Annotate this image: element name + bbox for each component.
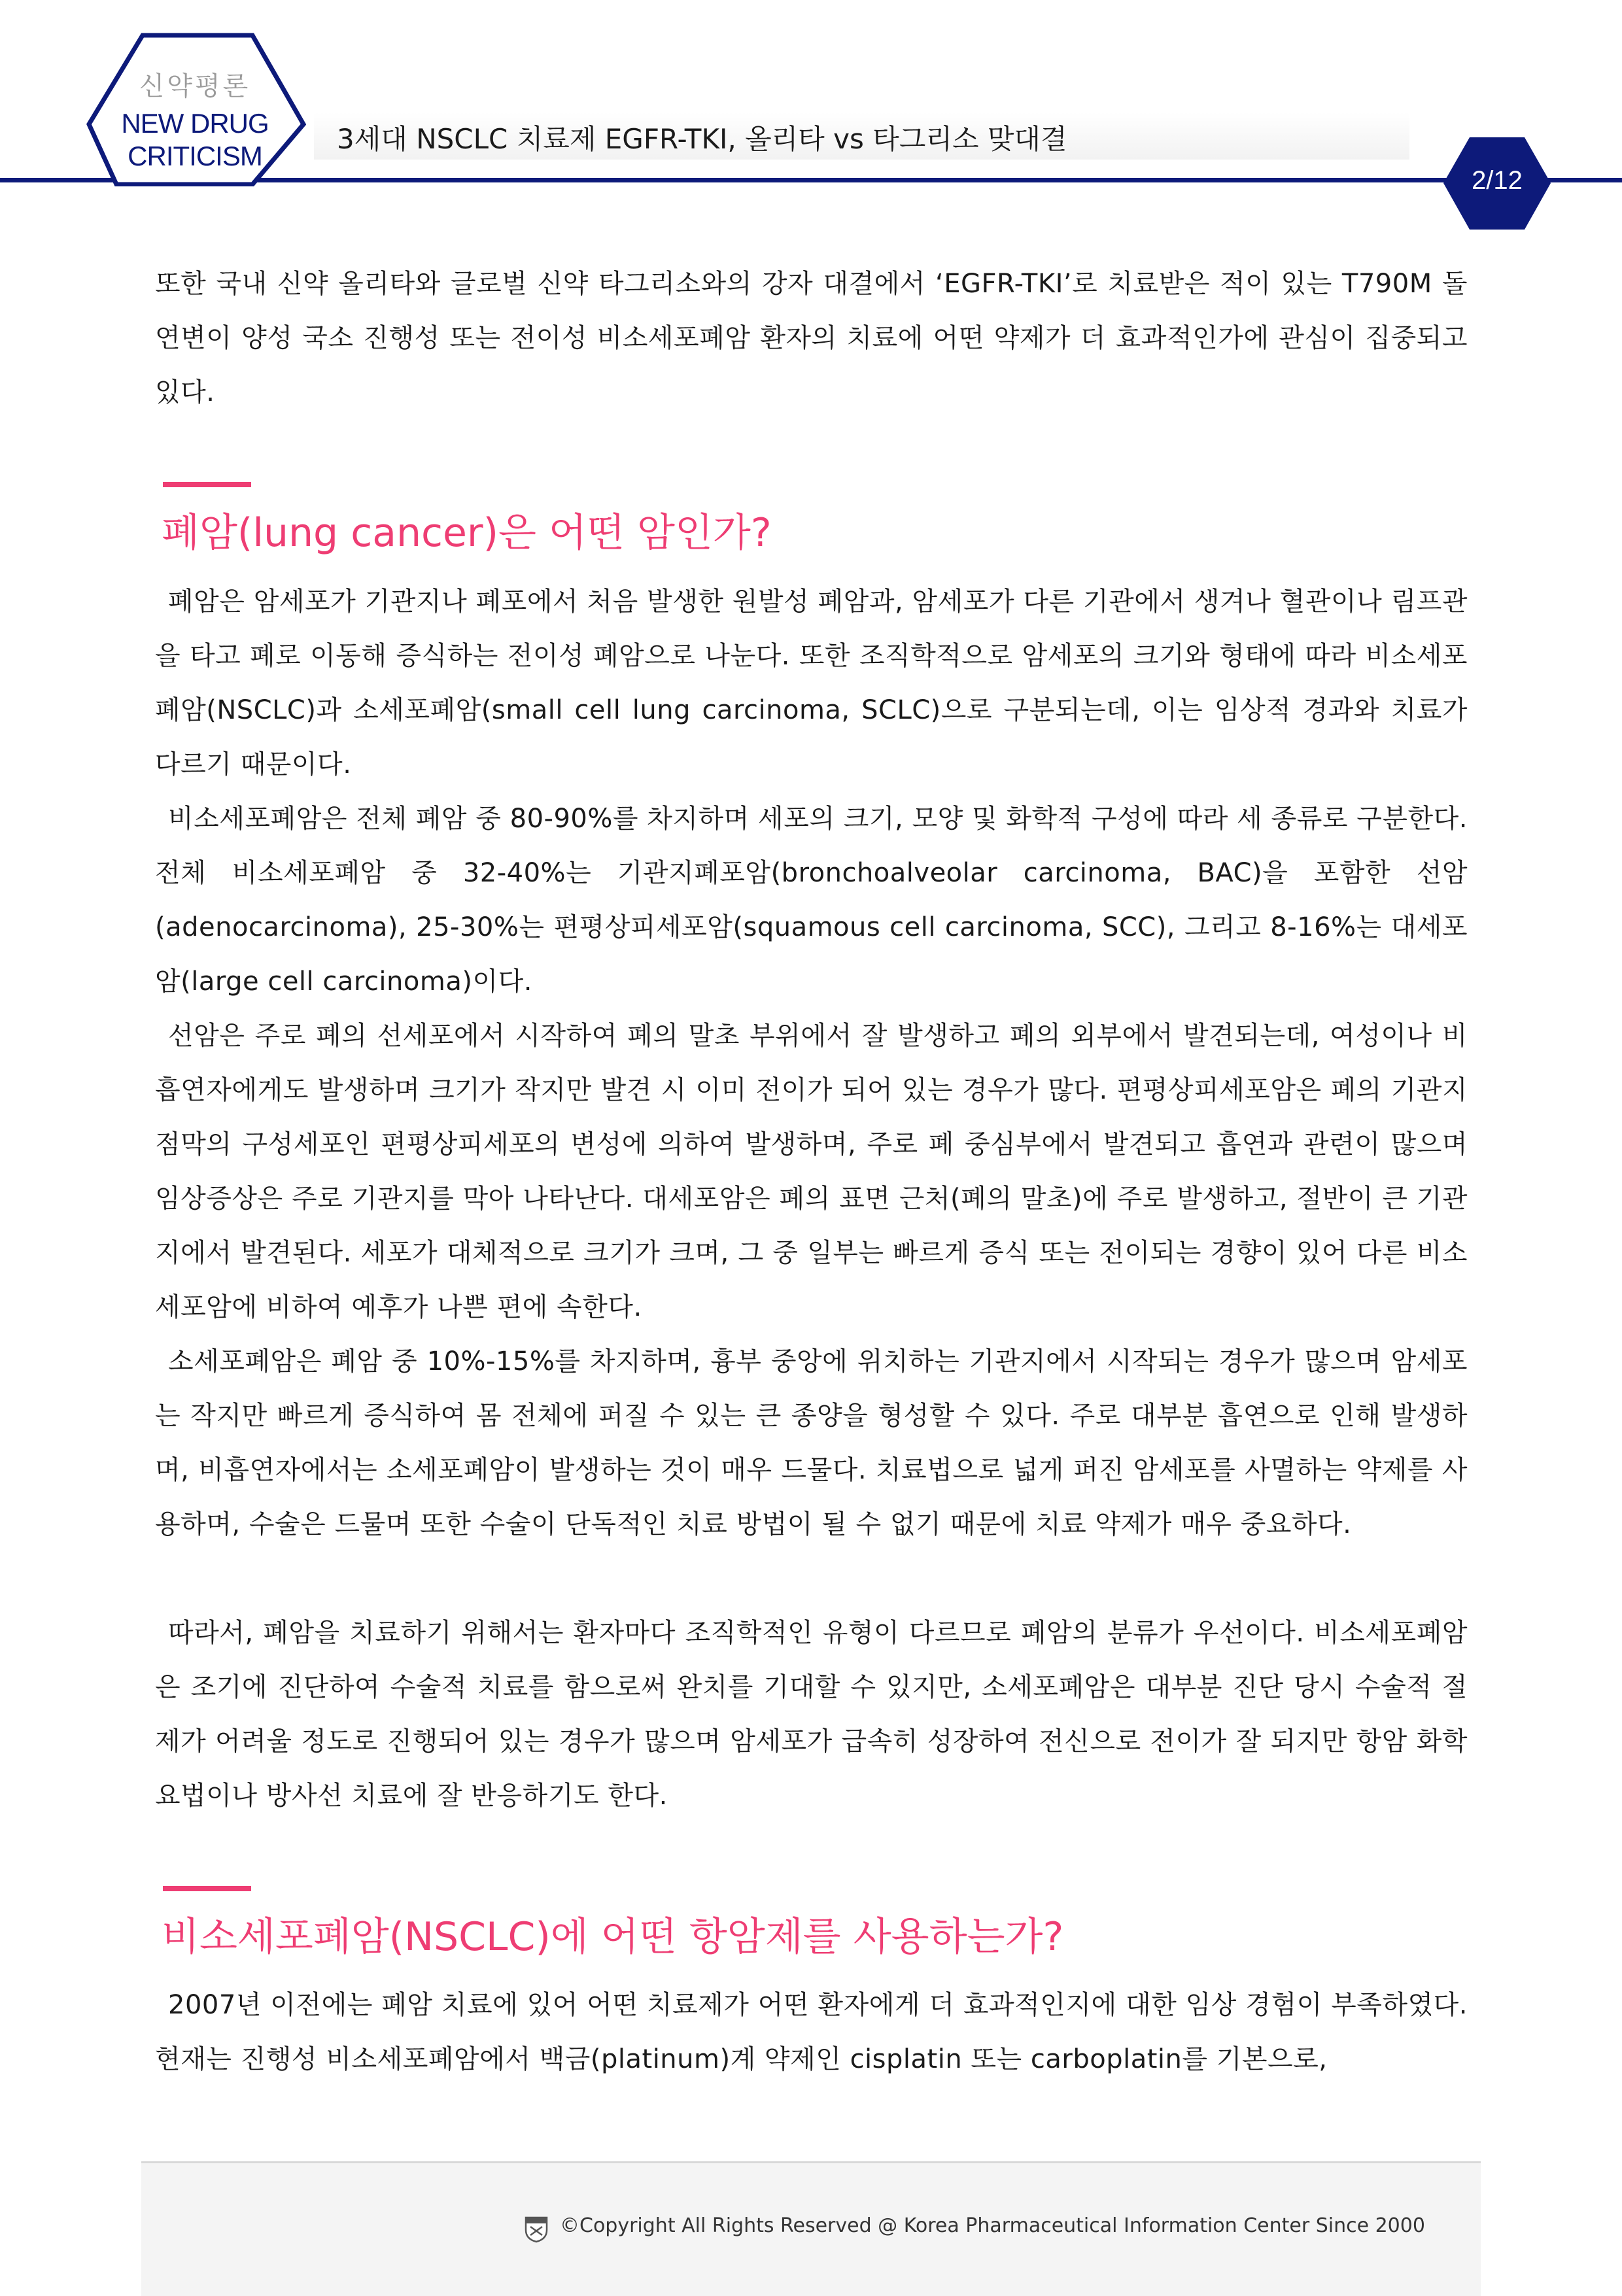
logo-korean-text: 신약평론 bbox=[139, 71, 251, 101]
logo-english-line2: CRITICISM bbox=[128, 141, 262, 171]
section-accent-bar bbox=[163, 482, 251, 487]
paragraph: 2007년 이전에는 폐암 치료에 있어 어떤 치료제가 어떤 환자에게 더 효과적인지에 대한 임상 경험이 부족하였다. 현재는 진행성 비소세포폐암에서 백금(platinum)계 약제인 cisplatin 또는 carboplatin를 기본으로, bbox=[155, 1990, 1468, 2074]
section-title-nsclc-drugs: 비소세포폐암(NSCLC)에 어떤 항암제를 사용하는가? bbox=[162, 1914, 1064, 1960]
logo-english-line1: NEW DRUG bbox=[121, 108, 269, 139]
paragraph: 폐암은 암세포가 기관지나 폐포에서 처음 발생한 원발성 폐암과, 암세포가 다른 기관에서 생겨나 혈관이나 림프관을 타고 폐로 이동해 증식하는 전이성 폐암으로 나눈다. 또한 조직학적으로 암세포의 크기와 형태에 따라 비소세포폐암(NSCLC)과 소세포폐암(small cell lung carcinoma, SCLC)으로 구분되는데, 이는 임상적 경과와 치료가 다르기 때문이다. bbox=[155, 587, 1468, 780]
shield-crest-icon bbox=[524, 2216, 549, 2243]
copyright-text: ©Copyright All Rights Reserved @ Korea Pharmaceutical Information Center Since 2000 bbox=[560, 2214, 1425, 2237]
document-title: 3세대 NSCLC 치료제 EGFR-TKI, 올리타 vs 타그리소 맞대결 bbox=[337, 123, 1067, 155]
footer bbox=[141, 2161, 1481, 2296]
paragraph: 선암은 주로 폐의 선세포에서 시작하여 폐의 말초 부위에서 잘 발생하고 폐의 외부에서 발견되는데, 여성이나 비흡연자에게도 발생하며 크기가 작지만 발견 시 이미 전이가 되어 있는 경우가 많다. 편평상피세포암은 폐의 기관지 점막의 구성세포인 편평상피세포의 변성에 의하여 발생하며, 주로 폐 중심부에서 발견되고 흡연과 관련이 많으며 임상증상은 주로 기관지를 막아 나타난다. 대세포암은 폐의 표면 근처(폐의 말초)에 주로 발생하고, 절반이 큰 기관지에서 발견된다. 세포가 대체적으로 크기가 크며, 그 중 일부는 빠르게 증식 또는 전이되는 경향이 있어 다른 비소세포암에 비하여 예후가 나쁜 편에 속한다. bbox=[155, 1021, 1468, 1322]
logo bbox=[84, 33, 306, 186]
paragraph: 소세포폐암은 폐암 중 10%-15%를 차지하며, 흉부 중앙에 위치하는 기관지에서 시작되는 경우가 많으며 암세포는 작지만 빠르게 증식하여 몸 전체에 퍼질 수 있는 큰 종양을 형성할 수 있다. 주로 대부분 흡연으로 인해 발생하며, 비흡연자에서는 소세포폐암이 발생하는 것이 매우 드물다. 치료법으로 넓게 퍼진 암세포를 사멸하는 약제를 사용하며, 수술은 드물며 또한 수술이 단독적인 치료 방법이 될 수 없기 때문에 치료 약제가 매우 중요하다. bbox=[155, 1346, 1468, 1539]
page-indicator: 2/12 bbox=[1472, 166, 1523, 195]
paragraph: 따라서, 폐암을 치료하기 위해서는 환자마다 조직학적인 유형이 다르므로 폐암의 분류가 우선이다. 비소세포폐암은 조기에 진단하여 수술적 치료를 함으로써 완치를 기대할 수 있지만, 소세포폐암은 대부분 진단 당시 수술적 절제가 어려울 정도로 진행되어 있는 경우가 많으며 암세포가 급속히 성장하여 전신으로 전이가 잘 되지만 항암 화학요법이나 방사선 치료에 잘 반응하기도 한다. bbox=[155, 1618, 1468, 1811]
paragraph: 비소세포폐암은 전체 폐암 중 80-90%를 차지하며 세포의 크기, 모양 및 화학적 구성에 따라 세 종류로 구분한다. 전체 비소세포폐암 중 32-40%는 기관지폐포암(bronchoalveolar carcinoma, BAC)을 포함한 선암(adenocarcinoma), 25-30%는 편평상피세포암(squamous cell carcinoma, SCC), 그리고 8-16%는 대세포암(large cell carcinoma)이다. bbox=[155, 804, 1468, 997]
section-accent-bar bbox=[163, 1886, 251, 1891]
section-title-lung-cancer: 폐암(lung cancer)은 어떤 암인가? bbox=[162, 510, 772, 556]
intro-paragraph: 또한 국내 신약 올리타와 글로벌 신약 타그리소와의 강자 대결에서 ‘EGFR-TKI’로 치료받은 적이 있는 T790M 돌연변이 양성 국소 진행성 또는 전이성 비소세포폐암 환자의 치료에 어떤 약제가 더 효과적인가에 관심이 집중되고 있다. bbox=[155, 269, 1468, 407]
